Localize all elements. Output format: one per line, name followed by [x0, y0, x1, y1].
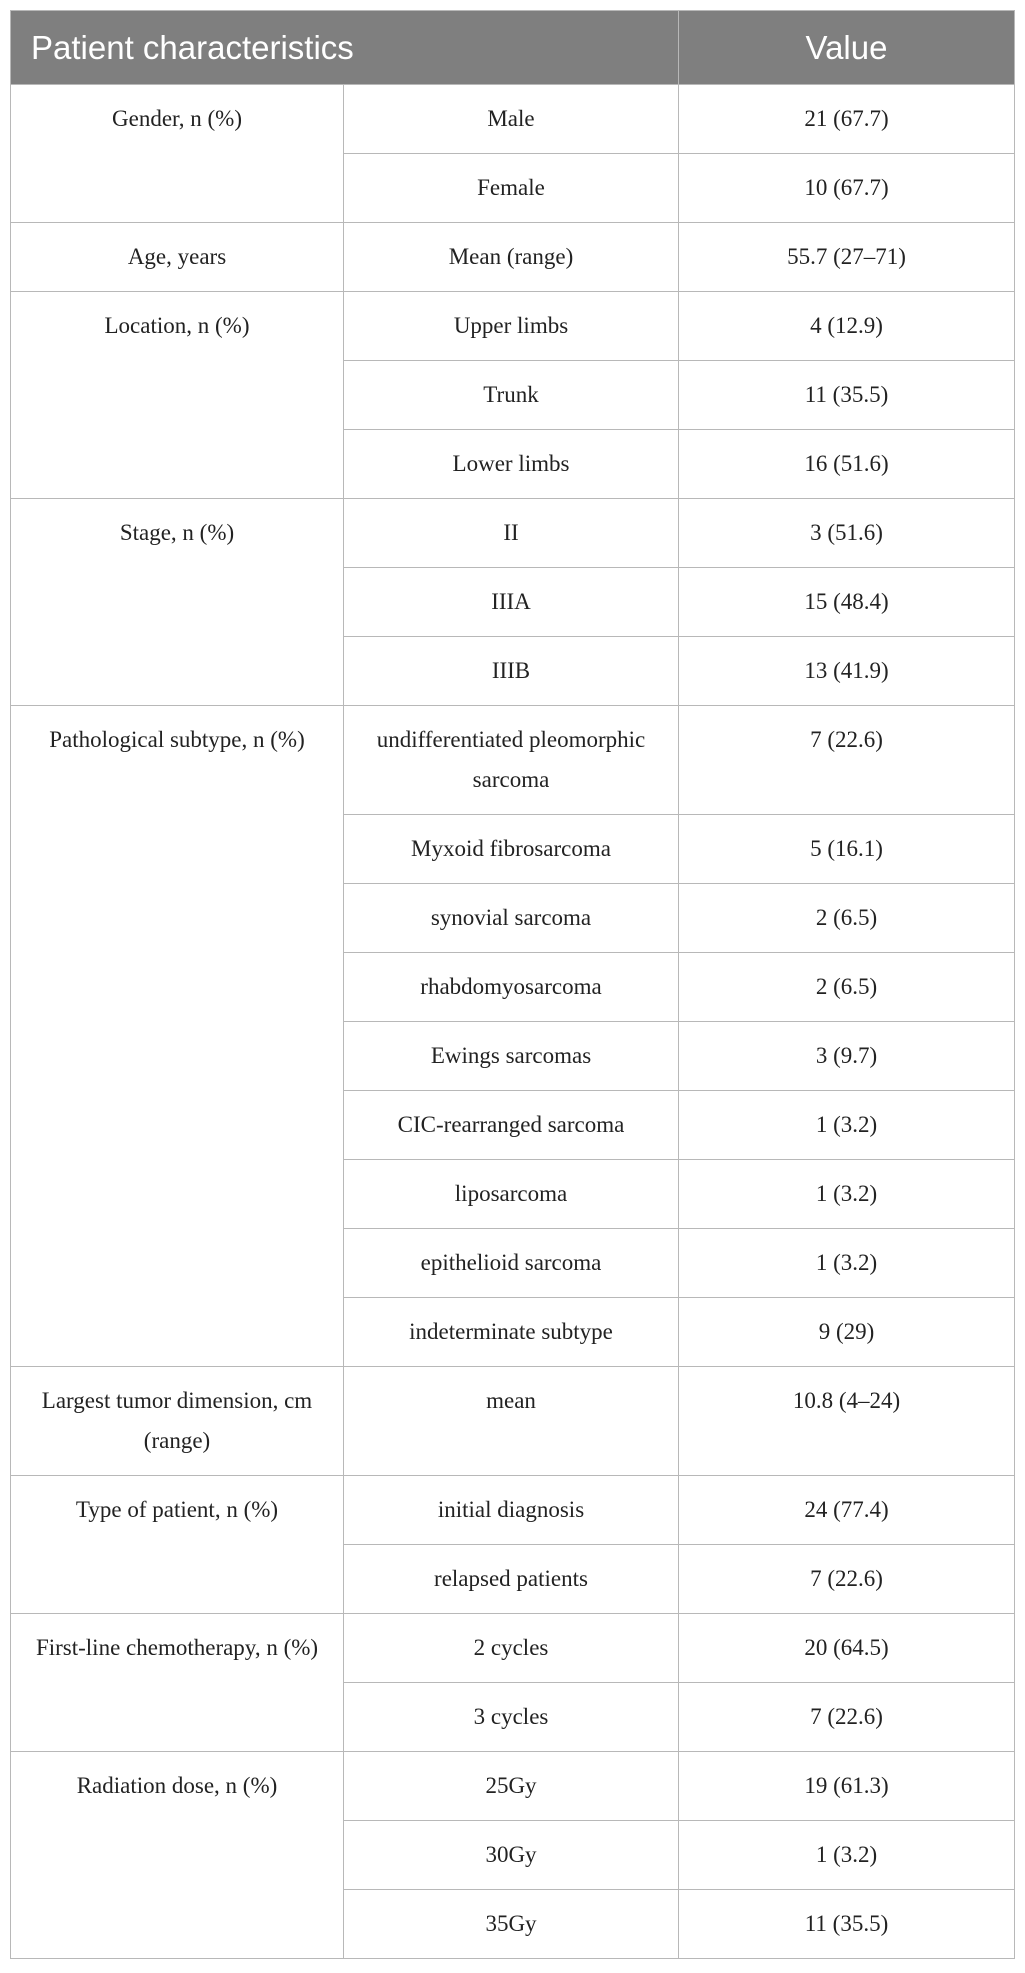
subcategory-cell: mean [344, 1367, 679, 1476]
subcategory-cell: liposarcoma [344, 1160, 679, 1229]
subcategory-cell: 3 cycles [344, 1683, 679, 1752]
table-container [10, 10, 1014, 1959]
subcategory-cell: Mean (range) [344, 223, 679, 292]
value-cell: 2 (6.5) [679, 953, 1015, 1022]
value-cell: 3 (51.6) [679, 499, 1015, 568]
value-cell: 1 (3.2) [679, 1821, 1015, 1890]
value-cell: 1 (3.2) [679, 1160, 1015, 1229]
value-cell: 7 (22.6) [679, 1683, 1015, 1752]
value-cell: 16 (51.6) [679, 430, 1015, 499]
value-cell: 11 (35.5) [679, 1890, 1015, 1959]
subcategory-cell: undifferentiated pleomorphic sarcoma [344, 706, 679, 815]
subcategory-cell: CIC-rearranged sarcoma [344, 1091, 679, 1160]
value-cell: 9 (29) [679, 1298, 1015, 1367]
table-row [11, 292, 1015, 361]
value-cell: 55.7 (27–71) [679, 223, 1015, 292]
value-cell: 10 (67.7) [679, 154, 1015, 223]
group-label-cell: Age, years [11, 223, 344, 292]
table-row [11, 499, 1015, 568]
value-cell: 1 (3.2) [679, 1091, 1015, 1160]
group-label-cell: Radiation dose, n (%) [11, 1752, 344, 1959]
value-cell: 5 (16.1) [679, 815, 1015, 884]
group-label-cell: Gender, n (%) [11, 85, 344, 223]
table-row [11, 1614, 1015, 1683]
subcategory-cell: 2 cycles [344, 1614, 679, 1683]
subcategory-cell: Ewings sarcomas [344, 1022, 679, 1091]
group-label-cell: Largest tumor dimension, cm (range) [11, 1367, 344, 1476]
subcategory-cell: rhabdomyosarcoma [344, 953, 679, 1022]
table-row [11, 706, 1015, 815]
subcategory-cell: Female [344, 154, 679, 223]
value-cell: 3 (9.7) [679, 1022, 1015, 1091]
value-cell: 21 (67.7) [679, 85, 1015, 154]
subcategory-cell: Myxoid fibrosarcoma [344, 815, 679, 884]
subcategory-cell: Lower limbs [344, 430, 679, 499]
table-row [11, 1752, 1015, 1821]
subcategory-cell: relapsed patients [344, 1545, 679, 1614]
group-label-cell: Pathological subtype, n (%) [11, 706, 344, 1367]
header-patient-characteristics: Patient characteristics [11, 11, 679, 85]
subcategory-cell: Trunk [344, 361, 679, 430]
patient-characteristics-table [10, 10, 1015, 1959]
subcategory-cell: IIIA [344, 568, 679, 637]
group-label-cell: First-line chemotherapy, n (%) [11, 1614, 344, 1752]
group-label-cell: Location, n (%) [11, 292, 344, 499]
subcategory-cell: Male [344, 85, 679, 154]
subcategory-cell: synovial sarcoma [344, 884, 679, 953]
value-cell: 24 (77.4) [679, 1476, 1015, 1545]
subcategory-cell: Upper limbs [344, 292, 679, 361]
table-row [11, 85, 1015, 154]
subcategory-cell: IIIB [344, 637, 679, 706]
group-label-cell: Stage, n (%) [11, 499, 344, 706]
subcategory-cell: II [344, 499, 679, 568]
value-cell: 7 (22.6) [679, 1545, 1015, 1614]
subcategory-cell: 35Gy [344, 1890, 679, 1959]
subcategory-cell: initial diagnosis [344, 1476, 679, 1545]
value-cell: 7 (22.6) [679, 706, 1015, 815]
value-cell: 11 (35.5) [679, 361, 1015, 430]
value-cell: 2 (6.5) [679, 884, 1015, 953]
table-row [11, 1367, 1015, 1476]
subcategory-cell: 25Gy [344, 1752, 679, 1821]
header-row [11, 11, 1015, 85]
table-body [11, 85, 1015, 1959]
value-cell: 20 (64.5) [679, 1614, 1015, 1683]
table-row [11, 223, 1015, 292]
subcategory-cell: 30Gy [344, 1821, 679, 1890]
value-cell: 13 (41.9) [679, 637, 1015, 706]
subcategory-cell: epithelioid sarcoma [344, 1229, 679, 1298]
table-header [11, 11, 1015, 85]
value-cell: 4 (12.9) [679, 292, 1015, 361]
header-value: Value [679, 11, 1015, 85]
group-label-cell: Type of patient, n (%) [11, 1476, 344, 1614]
subcategory-cell: indeterminate subtype [344, 1298, 679, 1367]
value-cell: 10.8 (4–24) [679, 1367, 1015, 1476]
value-cell: 1 (3.2) [679, 1229, 1015, 1298]
value-cell: 15 (48.4) [679, 568, 1015, 637]
table-row [11, 1476, 1015, 1545]
value-cell: 19 (61.3) [679, 1752, 1015, 1821]
